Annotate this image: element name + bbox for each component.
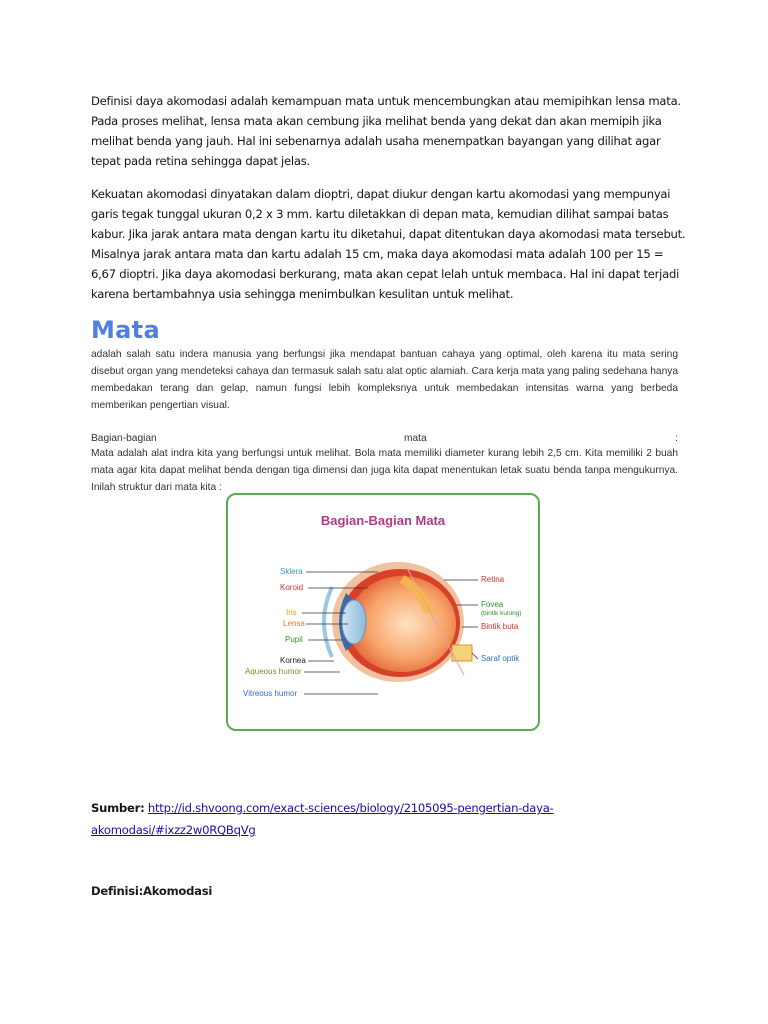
figure-title: Bagian-Bagian Mata — [320, 513, 446, 528]
label-aqueous-humor: Aqueous humor — [245, 667, 302, 676]
bagian-colon: : — [675, 433, 678, 444]
label-bintik-buta: Bintik buta — [481, 622, 519, 631]
source-citation — [91, 797, 611, 841]
label-iris: Iris — [286, 608, 297, 617]
label-pupil: Pupil — [285, 635, 303, 644]
label-fovea: Fovea — [481, 600, 504, 609]
eye-anatomy-figure — [226, 493, 540, 731]
label-retina: Retina — [481, 575, 505, 584]
source-link-line2[interactable]: akomodasi/#ixzz2w0RQBqVg — [91, 823, 256, 837]
paragraph-mata-intro: adalah salah satu indera manusia yang berfungsi jika mendapat bantuan cahaya yang optimal, oleh karena itu mata sering disebut organ yang mendeteksi cahaya dan termasuk salah satu alat optic alamiah. Cara kerja mata yang paling sedehana hanya membedakan terang dan gelap, namun fungsi lebih kompleksnya untuk membedakan intensitas warna yang berbeda memberikan pengertian visual. — [91, 349, 678, 411]
label-kornea: Kornea — [280, 656, 306, 665]
label-lensa: Lensa — [283, 619, 305, 628]
source-link-line1[interactable]: http://id.shvoong.com/exact-sciences/biology/2105095-pengertian-daya- — [147, 801, 554, 815]
source-link[interactable] — [91, 801, 554, 837]
eye-diagram — [228, 495, 540, 731]
heading-mata: Mata — [91, 316, 160, 344]
label-koroid: Koroid — [280, 583, 304, 592]
paragraph-mata-body: Mata adalah alat indra kita yang berfungsi untuk melihat. Bola mata memiliki diameter kurang lebih 2,5 cm. Kita memiliki 2 buah mata agar kita dapat melihat benda dengan tiga dimensi dan juga kita dapat menentukan letak suatu benda tanpa mengukurnya. Inilah struktur dari mata kita : — [91, 448, 678, 493]
definisi-akomodasi-heading: Definisi:Akomodasi — [91, 884, 213, 898]
label-bintik-kuning: (bintik kuning) — [481, 610, 522, 617]
source-label: Sumber: — [91, 801, 145, 815]
label-sklera: Sklera — [280, 567, 303, 576]
paragraph-kekuatan-akomodasi: Kekuatan akomodasi dinyatakan dalam dioptri, dapat diukur dengan kartu akomodasi yang mempunyai garis tegak tunggal ukuran 0,2 x 3 mm. kartu diletakkan di depan mata, kemudian dilihat sampai batas kabur. Jika jarak antara mata dengan kartu itu diketahui, dapat ditentukan daya akomodasi mata tersebut. Misalnya jarak antara mata dan kartu adalah 15 cm, maka daya akomodasi mata adalah 100 per 15 = 6,67 dioptri. Jika daya akomodasi berkurang, mata akan cepat lelah untuk membaca. Hal ini dapat terjadi karena bertambahnya usia sehingga menimbulkan kesulitan untuk melihat. — [91, 187, 686, 301]
bagian-label: Bagian-bagian — [91, 433, 157, 444]
paragraph-definisi-akomodasi: Definisi daya akomodasi adalah kemampuan mata untuk mencembungkan atau memipihkan lensa mata. Pada proses melihat, lensa mata akan cembung jika melihat benda yang dekat dan akan memipih jika melihat benda yang jauh. Hal ini sebenarnya adalah usaha menempatkan bayangan yang dilihat agar tepat pada retina sehingga dapat jelas. — [91, 94, 681, 168]
label-saraf-optik: Saraf optik — [481, 654, 520, 663]
bagian-mata-label: mata — [404, 433, 427, 444]
label-vitreous-humor: Vitreous humor — [243, 689, 298, 698]
